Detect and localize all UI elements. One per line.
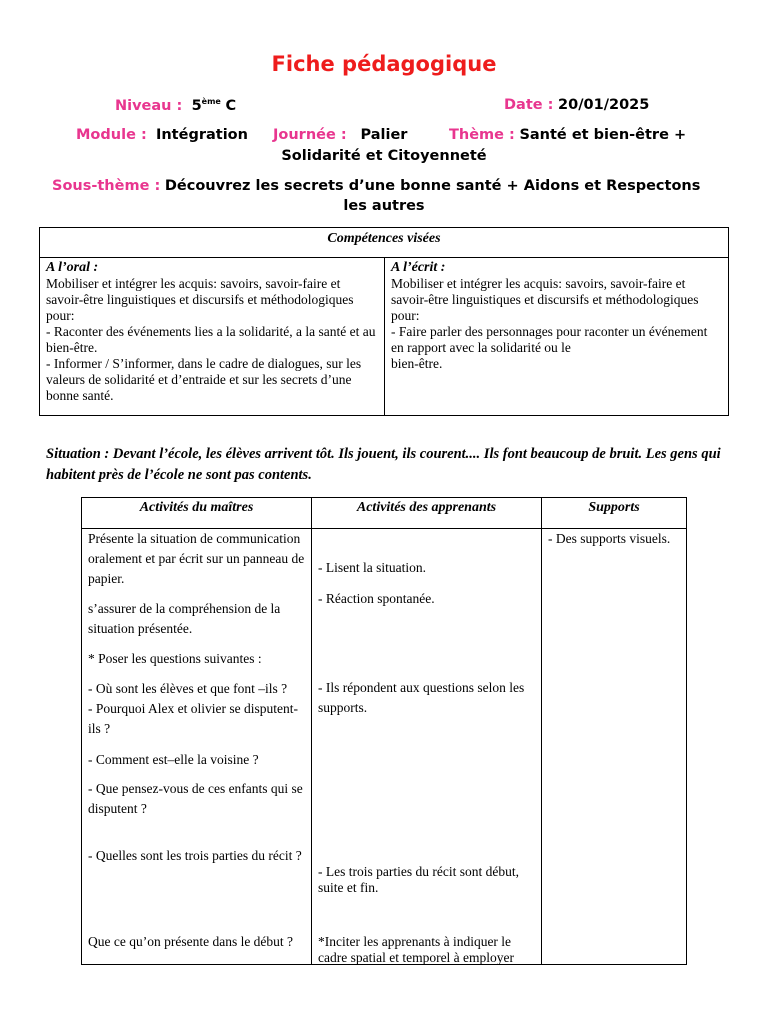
niveau-sup: ème	[201, 97, 221, 106]
theme-value-2: Solidarité et Citoyenneté	[281, 148, 487, 164]
apprenant-item: - Les trois parties du récit sont début, suite et fin.	[318, 864, 519, 895]
header-apprenants: Activités des apprenants	[311, 498, 541, 528]
situation-text: Situation : Devant l’école, les élèves arrivent tôt. Ils jouent, ils courent.... Ils font beaucoup de bruit. Les gens qui habitent près de l’école ne sont pas contents.	[46, 446, 721, 483]
niveau-class: C	[225, 97, 237, 114]
ecrit-title: A l’écrit :	[391, 260, 446, 275]
soustheme-row	[52, 178, 700, 194]
maitre-item: Que ce qu’on présente dans le début ?	[88, 934, 294, 949]
oral-item-1: - Raconter des événements lies a la solidarité, a la santé et au bien-être.	[46, 324, 376, 355]
oral-title: A l’oral :	[46, 260, 99, 275]
soustheme-row-2	[0, 198, 768, 214]
ecrit-item-1: - Faire parler des personnages pour raconter un événement en rapport avec la solidarité ou le	[391, 324, 708, 355]
supports-cell	[541, 529, 686, 964]
soustheme-value-2: les autres	[343, 198, 425, 214]
niveau-value: 5	[191, 97, 202, 114]
soustheme-value-1: Découvrez les secrets d’une bonne santé + Aidons et Respectons	[164, 178, 701, 194]
maitre-item: - Comment est–elle la voisine ?	[88, 752, 259, 767]
competences-heading: Compétences visées	[40, 228, 728, 258]
theme-row	[449, 127, 686, 143]
oral-intro: Mobiliser et intégrer les acquis: savoirs, savoir-faire et savoir-être linguistiques et discursifs et méthodologiques pour:	[46, 276, 354, 323]
maitre-cell	[82, 529, 311, 964]
competences-ecrit-cell	[384, 258, 728, 415]
apprenant-item: - Lisent la situation.	[318, 560, 426, 575]
maitre-item: s’assurer de la compréhension de la situation présentée.	[88, 601, 281, 636]
apprenant-item: *Inciter les apprenants à indiquer le cadre spatial et temporel à employer	[318, 934, 515, 965]
date-value: 20/01/2025	[558, 97, 650, 113]
apprenant-item: - Ils répondent aux questions selon les supports.	[318, 680, 525, 715]
module-label: Module :	[76, 127, 147, 143]
theme-label: Thème :	[449, 127, 515, 143]
maitre-item: - Où sont les élèves et que font –ils ?	[88, 681, 288, 696]
maitre-item: - Que pensez-vous de ces enfants qui se disputent ?	[88, 781, 303, 816]
journee-value: Palier	[360, 127, 408, 143]
theme-row-2	[0, 148, 768, 164]
module-row	[76, 127, 248, 143]
maitre-item: Présente la situation de communication oralement et par écrit sur un panneau de papier.	[88, 531, 305, 586]
niveau-row	[115, 97, 236, 114]
apprenant-item: - Réaction spontanée.	[318, 591, 435, 606]
module-value: Intégration	[155, 127, 248, 143]
activities-header-row	[82, 498, 686, 529]
maitre-item: * Poser les questions suivantes :	[88, 651, 262, 666]
ecrit-intro: Mobiliser et intégrer les acquis: savoirs, savoir-faire et savoir-être linguistiques et discursifs et méthodologiques pour:	[391, 276, 699, 323]
competences-table	[39, 227, 729, 416]
journee-label: Journée :	[273, 127, 347, 143]
activities-table	[81, 497, 687, 965]
ecrit-item-2: bien-être.	[391, 356, 443, 371]
date-row	[504, 97, 649, 113]
oral-item-2: - Informer / S’informer, dans le cadre de dialogues, sur les valeurs de solidarité et d’entraide et sur les secrets d’une bonne santé.	[46, 356, 362, 403]
maitre-item: - Quelles sont les trois parties du récit ?	[88, 848, 302, 863]
support-item: - Des supports visuels.	[548, 531, 671, 546]
header-supports: Supports	[541, 498, 686, 528]
header-maitres: Activités du maîtres	[139, 500, 254, 515]
soustheme-label: Sous-thème :	[52, 178, 161, 194]
theme-value-1: Santé et bien-être +	[519, 127, 687, 143]
page-title: Fiche pédagogique	[271, 52, 497, 76]
competences-oral-cell	[40, 258, 384, 415]
date-label: Date :	[504, 97, 554, 113]
journee-row	[273, 127, 407, 143]
niveau-label: Niveau :	[115, 97, 183, 114]
apprenants-cell	[311, 529, 541, 964]
maitre-item: - Pourquoi Alex et olivier se disputent-ils ?	[88, 701, 298, 736]
